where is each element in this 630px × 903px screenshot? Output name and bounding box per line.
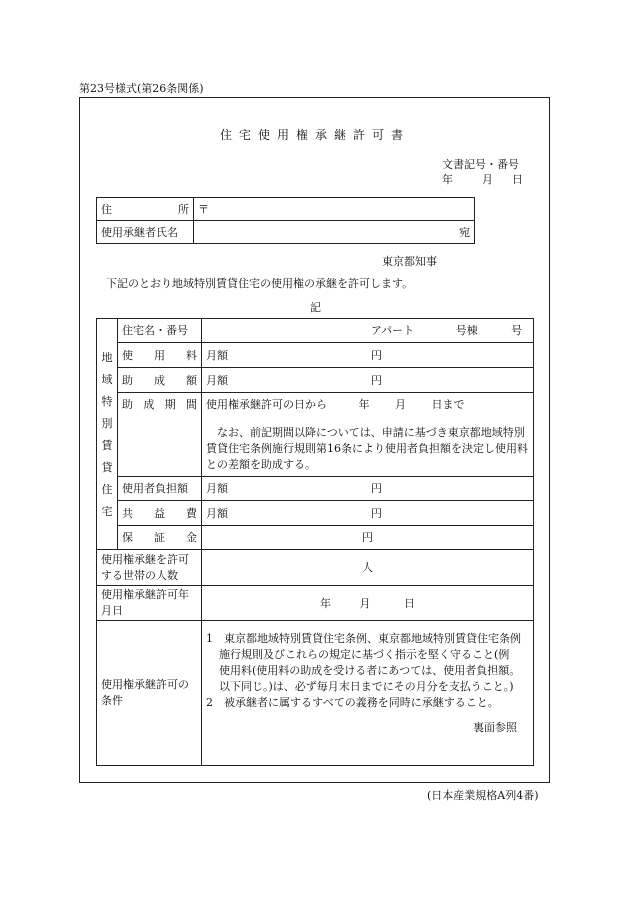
label-char: 益 (154, 506, 165, 520)
label-char: 用 (154, 348, 165, 362)
monthly-label: 月額 (206, 373, 228, 387)
usage-fee-label-cell (118, 343, 202, 368)
yen-label: 円 (362, 531, 373, 544)
label-char: 金 (186, 531, 197, 544)
deposit-label-cell (118, 526, 202, 550)
subsidy-period-label (122, 397, 197, 412)
section-label-char: 別 (101, 416, 113, 430)
deposit-value[interactable] (202, 526, 534, 550)
subsidy-period-value[interactable] (202, 393, 534, 477)
user-burden-value[interactable] (202, 477, 534, 501)
period-year: 年 (358, 398, 370, 411)
address-label (101, 202, 189, 217)
address-label-cell (97, 198, 194, 221)
section-label-char: 特 (101, 394, 113, 408)
address-value[interactable]: 〒 (194, 198, 475, 221)
year-label: 年 (442, 173, 453, 186)
subsidy-label-cell (118, 368, 202, 393)
honorific: 宛 (459, 225, 470, 239)
housing-name-label: 住宅名・番号 (118, 319, 202, 343)
section-label-char: 貸 (101, 460, 113, 474)
ki-heading: 記 (310, 301, 321, 314)
common-fee-label (122, 506, 197, 521)
label-char: 費 (186, 506, 197, 520)
label-char: 間 (185, 398, 197, 411)
permit-date-label: 使用権承継許可年月日 (97, 586, 202, 621)
label-char: 成 (154, 373, 165, 387)
period-from-text: 使用権承継許可の日から (206, 398, 327, 411)
monthly-label: 月額 (206, 482, 228, 495)
period-until: 日まで (431, 398, 465, 411)
monthly-label: 月額 (206, 506, 228, 520)
label-char: 証 (154, 531, 165, 544)
yen-label: 円 (371, 348, 382, 362)
yen-label: 円 (371, 506, 382, 520)
section-label-char: 宅 (101, 504, 113, 518)
doc-number-label: 文書記号・番号 (442, 158, 519, 171)
subsidy-value[interactable] (202, 368, 534, 393)
building-label: 号棟 (455, 324, 478, 337)
subsidy-label (122, 373, 197, 388)
yen-label: 円 (371, 482, 382, 495)
month-label: 月 (482, 173, 493, 186)
yen-label: 円 (371, 373, 382, 387)
user-burden-label: 使用者負担額 (118, 477, 202, 501)
label-char: 料 (186, 348, 197, 362)
details-table (96, 318, 534, 766)
section-label-cell (97, 319, 118, 550)
apartment-label: アパート (371, 324, 415, 337)
label-char: 共 (122, 506, 133, 520)
form-id: 第23号様式(第26条関係) (79, 82, 204, 95)
see-back-note: 裏面参照 (473, 721, 517, 734)
label-char: 使 (122, 348, 133, 362)
address-table (96, 197, 475, 244)
successor-name-value[interactable] (194, 221, 475, 244)
permit-month: 月 (359, 596, 371, 610)
day-label: 日 (512, 173, 523, 186)
body-text: 下記のとおり地域特別賃貸住宅の使用権の承継を許可します。 (106, 277, 414, 290)
common-fee-value[interactable] (202, 501, 534, 526)
monthly-label: 月額 (206, 348, 228, 362)
permit-year: 年 (320, 596, 331, 610)
permit-date-value[interactable] (202, 586, 534, 621)
subsidy-period-label-cell (118, 393, 202, 477)
usage-fee-label (122, 348, 197, 363)
issuer: 東京都知事 (382, 255, 437, 268)
persons-unit: 人 (362, 561, 373, 574)
jis-standard-note: (日本産業規格A列4番) (427, 789, 539, 802)
number-label: 号 (511, 324, 523, 337)
section-label-char: 域 (101, 372, 113, 386)
label-char: 助 (122, 373, 133, 387)
household-label: 使用権承継を許可する世帯の人数 (97, 550, 202, 586)
section-label-char: 地 (101, 350, 113, 364)
address-label-text-2: 所 (178, 202, 189, 216)
subsidy-period-note: なお、前記期間以降については、申請に基づき東京都地域特別賃貸住宅条例施行規則第16条により使用者負担額を決定し使用料との差額を助成する。 (206, 426, 528, 471)
label-char: 成 (143, 398, 155, 411)
label-char: 助 (122, 398, 133, 411)
section-label-char: 賃 (101, 438, 113, 452)
permit-day: 日 (404, 596, 415, 610)
conditions-value (202, 621, 534, 766)
issue-date-line (442, 171, 522, 185)
period-month: 月 (395, 398, 406, 411)
label-char: 期 (164, 398, 176, 411)
usage-fee-value[interactable] (202, 343, 534, 368)
common-fee-label-cell (118, 501, 202, 526)
conditions-label: 使用権承継許可の条件 (97, 621, 202, 766)
address-label-text: 住 (101, 202, 112, 216)
household-value[interactable] (202, 550, 534, 586)
section-label (97, 350, 117, 519)
condition-item-2: 2 被承継者に属するすべての義務を同時に承継すること。 (206, 696, 499, 709)
condition-item-1: 1 東京都地域特別賃貸住宅条例、東京都地域特別賃貸住宅条例施行規則及びこれらの規定に基づく指示を堅く守ること(例 使用料(使用料の助成を受ける者にあつては、使用者負担額。以下同じ。)は、必ず毎月末日までにその月分を支払うこと。) (206, 632, 521, 693)
label-char: 保 (122, 531, 133, 544)
document-title: 住宅使用権承継許可書 (219, 128, 410, 142)
section-label-char: 住 (101, 482, 113, 496)
housing-name-value[interactable] (202, 319, 534, 343)
successor-label: 使用承継者氏名 (97, 221, 194, 244)
label-char: 額 (186, 373, 197, 387)
deposit-label (122, 530, 197, 545)
